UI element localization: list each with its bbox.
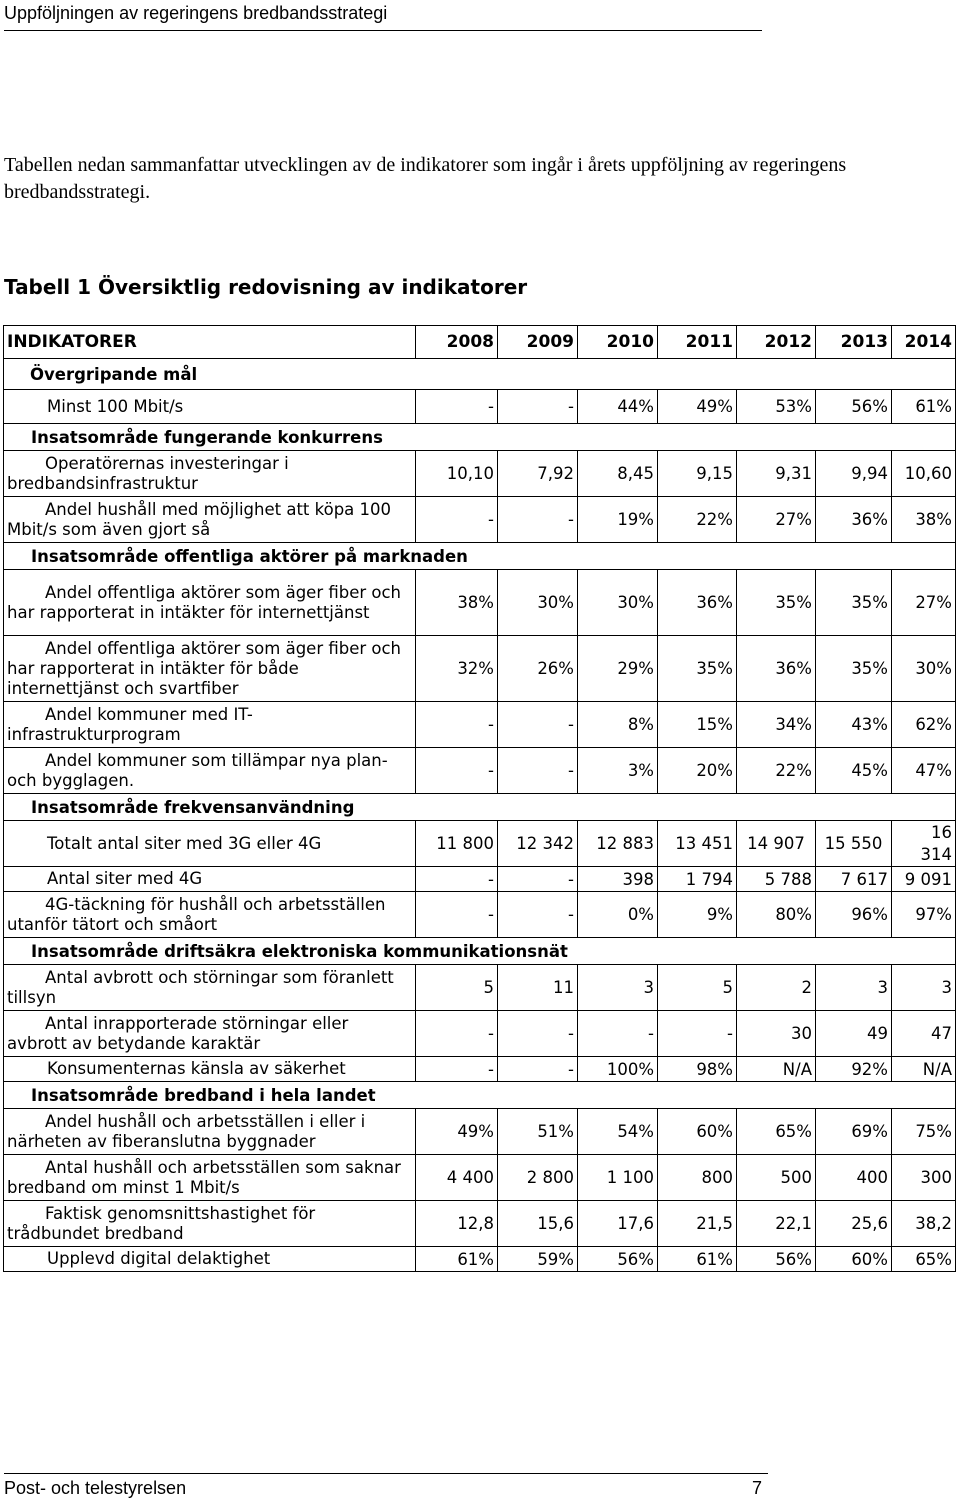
- table-row: [4, 1247, 956, 1272]
- table-cell: 12 342: [498, 821, 578, 867]
- row-label: Operatörernas investeringar i bredbandsinfrastruktur: [4, 451, 416, 497]
- table-cell: 5: [416, 965, 498, 1011]
- section-heading: Insatsområde driftsäkra elektroniska kommunikationsnät: [4, 938, 956, 965]
- row-label: Andel hushåll och arbetsställen i eller i närheten av fiberanslutna byggnader: [4, 1109, 416, 1155]
- table-cell: 36%: [658, 570, 737, 636]
- row-label: Faktisk genomsnittshastighet för trådbundet bredband: [4, 1201, 416, 1247]
- table-cell: 2 800: [498, 1155, 578, 1201]
- row-label: Andel hushåll med möjlighet att köpa 100 Mbit/s som även gjort så: [4, 497, 416, 543]
- table-cell: -: [658, 1011, 737, 1057]
- table-cell: 5: [658, 965, 737, 1011]
- table-cell: 61%: [416, 1247, 498, 1272]
- table-row: [4, 451, 956, 497]
- column-header: INDIKATORER: [4, 326, 416, 359]
- section-row: [4, 1082, 956, 1109]
- table-cell: 51%: [498, 1109, 578, 1155]
- table-cell: 9,15: [658, 451, 737, 497]
- table-row: [4, 892, 956, 938]
- table-cell: 7 617: [816, 867, 892, 892]
- table-row: [4, 748, 956, 794]
- section-row: [4, 424, 956, 451]
- table-cell: -: [498, 892, 578, 938]
- row-label: Antal siter med 4G: [4, 867, 416, 892]
- table-cell: 47: [892, 1011, 956, 1057]
- table-cell: -: [578, 1011, 658, 1057]
- table-cell: 38%: [416, 570, 498, 636]
- table-cell: 7,92: [498, 451, 578, 497]
- row-label: Andel offentliga aktörer som äger fiber och har rapporterat in intäkter för internettjänst: [4, 570, 416, 636]
- row-label: Totalt antal siter med 3G eller 4G: [4, 821, 416, 867]
- table-cell: 35%: [816, 570, 892, 636]
- table-cell: 30%: [498, 570, 578, 636]
- table-cell: 69%: [816, 1109, 892, 1155]
- table-cell: -: [498, 702, 578, 748]
- table-cell: 12,8: [416, 1201, 498, 1247]
- table-cell: 22%: [737, 748, 816, 794]
- table-cell: -: [416, 1011, 498, 1057]
- table-cell: 22%: [658, 497, 737, 543]
- section-row: [4, 543, 956, 570]
- header-title: Uppföljningen av regeringens bredbandsstrategi: [4, 3, 388, 23]
- table-cell: 53%: [737, 390, 816, 424]
- table-cell: -: [416, 702, 498, 748]
- table-cell: 43%: [816, 702, 892, 748]
- table-cell: 54%: [578, 1109, 658, 1155]
- table-cell: -: [416, 892, 498, 938]
- table-cell: 10,10: [416, 451, 498, 497]
- table-cell: 65%: [892, 1247, 956, 1272]
- table-cell: -: [498, 1057, 578, 1082]
- table-cell: 61%: [658, 1247, 737, 1272]
- page-footer: [4, 1473, 768, 1502]
- table-cell: 56%: [578, 1247, 658, 1272]
- table-cell: 35%: [737, 570, 816, 636]
- intro-paragraph: Tabellen nedan sammanfattar utvecklingen av de indikatorer som ingår i årets uppföljning av regeringens bredbandsstrategi.: [4, 154, 847, 203]
- table-cell: -: [498, 390, 578, 424]
- table-cell: 32%: [416, 636, 498, 702]
- page-number: 7: [751, 1478, 762, 1498]
- table-row: [4, 867, 956, 892]
- table-cell: 44%: [578, 390, 658, 424]
- table-cell: 3: [816, 965, 892, 1011]
- indicator-table: [3, 325, 956, 1272]
- table-cell: 3%: [578, 748, 658, 794]
- column-header: 2008: [416, 326, 498, 359]
- table-cell: 3: [578, 965, 658, 1011]
- table-cell: -: [498, 867, 578, 892]
- table-cell: 62%: [892, 702, 956, 748]
- row-label: Antal avbrott och störningar som föranlett tillsyn: [4, 965, 416, 1011]
- table-cell: -: [498, 1011, 578, 1057]
- table-cell: 56%: [816, 390, 892, 424]
- table-row: [4, 965, 956, 1011]
- table-cell: 0%: [578, 892, 658, 938]
- row-label: Andel kommuner med IT-infrastrukturprogram: [4, 702, 416, 748]
- table-cell: 49: [816, 1011, 892, 1057]
- table-cell: 1 100: [578, 1155, 658, 1201]
- table-cell: 30: [737, 1011, 816, 1057]
- table-cell: 8%: [578, 702, 658, 748]
- column-header: 2014: [892, 326, 956, 359]
- table-cell: 36%: [737, 636, 816, 702]
- table-cell: 49%: [658, 390, 737, 424]
- table-cell: 16 314: [892, 821, 956, 867]
- table-cell: 61%: [892, 390, 956, 424]
- table-cell: 26%: [498, 636, 578, 702]
- table-cell: N/A: [892, 1057, 956, 1082]
- section-heading: Insatsområde bredband i hela landet: [4, 1082, 956, 1109]
- table-cell: 400: [816, 1155, 892, 1201]
- table-row: [4, 636, 956, 702]
- table-cell: 5 788: [737, 867, 816, 892]
- column-header: 2009: [498, 326, 578, 359]
- table-row: [4, 1155, 956, 1201]
- row-label: Antal inrapporterade störningar eller avbrott av betydande karaktär: [4, 1011, 416, 1057]
- row-label: Antal hushåll och arbetsställen som saknar bredband om minst 1 Mbit/s: [4, 1155, 416, 1201]
- row-label: Upplevd digital delaktighet: [4, 1247, 416, 1272]
- footer-publisher: Post- och telestyrelsen: [4, 1478, 187, 1498]
- table-row: [4, 702, 956, 748]
- group-heading: Övergripande mål: [4, 359, 956, 390]
- table-caption: Tabell 1 Översiktlig redovisning av indikatorer: [4, 275, 528, 299]
- table-cell: 14 907: [737, 821, 816, 867]
- column-header: 2013: [816, 326, 892, 359]
- table-cell: 36%: [816, 497, 892, 543]
- row-label: 4G-täckning för hushåll och arbetsställen utanför tätort och småort: [4, 892, 416, 938]
- table-cell: 27%: [892, 570, 956, 636]
- row-label: Konsumenternas känsla av säkerhet: [4, 1057, 416, 1082]
- table-cell: -: [498, 497, 578, 543]
- table-cell: 30%: [892, 636, 956, 702]
- table-cell: 98%: [658, 1057, 737, 1082]
- table-cell: 80%: [737, 892, 816, 938]
- column-header: 2010: [578, 326, 658, 359]
- table-cell: 97%: [892, 892, 956, 938]
- table-cell: 15%: [658, 702, 737, 748]
- table-cell: 300: [892, 1155, 956, 1201]
- table-cell: 4 400: [416, 1155, 498, 1201]
- table-row: [4, 1201, 956, 1247]
- table-cell: -: [416, 748, 498, 794]
- table-cell: 60%: [658, 1109, 737, 1155]
- table-cell: 59%: [498, 1247, 578, 1272]
- table-cell: 35%: [816, 636, 892, 702]
- table-cell: 9,94: [816, 451, 892, 497]
- table-cell: 92%: [816, 1057, 892, 1082]
- table-cell: 800: [658, 1155, 737, 1201]
- table-cell: -: [416, 390, 498, 424]
- table-cell: 8,45: [578, 451, 658, 497]
- table-cell: N/A: [737, 1057, 816, 1082]
- table-cell: 10,60: [892, 451, 956, 497]
- table-cell: 9 091: [892, 867, 956, 892]
- column-header: 2011: [658, 326, 737, 359]
- row-label: Andel kommuner som tillämpar nya plan- och bygglagen.: [4, 748, 416, 794]
- row-label: Minst 100 Mbit/s: [4, 390, 416, 424]
- table-cell: 2: [737, 965, 816, 1011]
- table-cell: 30%: [578, 570, 658, 636]
- table-cell: 100%: [578, 1057, 658, 1082]
- table-cell: 49%: [416, 1109, 498, 1155]
- table-cell: 19%: [578, 497, 658, 543]
- table-cell: 3: [892, 965, 956, 1011]
- table-row: [4, 1057, 956, 1082]
- table-cell: 29%: [578, 636, 658, 702]
- table-row: [4, 821, 956, 867]
- table-cell: 60%: [816, 1247, 892, 1272]
- table-cell: -: [416, 867, 498, 892]
- table-cell: 96%: [816, 892, 892, 938]
- table-cell: 398: [578, 867, 658, 892]
- table-cell: 75%: [892, 1109, 956, 1155]
- table-cell: 56%: [737, 1247, 816, 1272]
- section-row: [4, 938, 956, 965]
- table-cell: 38%: [892, 497, 956, 543]
- group-row: [4, 359, 956, 390]
- table-cell: 17,6: [578, 1201, 658, 1247]
- section-heading: Insatsområde fungerande konkurrens: [4, 424, 956, 451]
- table-cell: 22,1: [737, 1201, 816, 1247]
- table-row: [4, 570, 956, 636]
- table-cell: 27%: [737, 497, 816, 543]
- table-cell: 47%: [892, 748, 956, 794]
- table-row: [4, 497, 956, 543]
- column-header: 2012: [737, 326, 816, 359]
- table-cell: 13 451: [658, 821, 737, 867]
- table-cell: 9%: [658, 892, 737, 938]
- table-row: [4, 390, 956, 424]
- table-cell: 9,31: [737, 451, 816, 497]
- table-row: [4, 1011, 956, 1057]
- table-cell: -: [498, 748, 578, 794]
- table-cell: 34%: [737, 702, 816, 748]
- table-row: [4, 1109, 956, 1155]
- table-cell: 11 800: [416, 821, 498, 867]
- header-row: [4, 326, 956, 359]
- table-cell: 35%: [658, 636, 737, 702]
- table-cell: -: [416, 1057, 498, 1082]
- table-cell: -: [416, 497, 498, 543]
- row-label: Andel offentliga aktörer som äger fiber och har rapporterat in intäkter för både internettjänst och svartfiber: [4, 636, 416, 702]
- section-heading: Insatsområde frekvensanvändning: [4, 794, 956, 821]
- table-cell: 15 550: [816, 821, 892, 867]
- table-cell: 11: [498, 965, 578, 1011]
- table-cell: 45%: [816, 748, 892, 794]
- section-heading: Insatsområde offentliga aktörer på marknaden: [4, 543, 956, 570]
- page-header: [4, 0, 762, 31]
- table-cell: 12 883: [578, 821, 658, 867]
- table-cell: 1 794: [658, 867, 737, 892]
- table-cell: 21,5: [658, 1201, 737, 1247]
- table-cell: 65%: [737, 1109, 816, 1155]
- table-cell: 15,6: [498, 1201, 578, 1247]
- section-row: [4, 794, 956, 821]
- table-cell: 25,6: [816, 1201, 892, 1247]
- table-cell: 500: [737, 1155, 816, 1201]
- table-cell: 20%: [658, 748, 737, 794]
- table-cell: 38,2: [892, 1201, 956, 1247]
